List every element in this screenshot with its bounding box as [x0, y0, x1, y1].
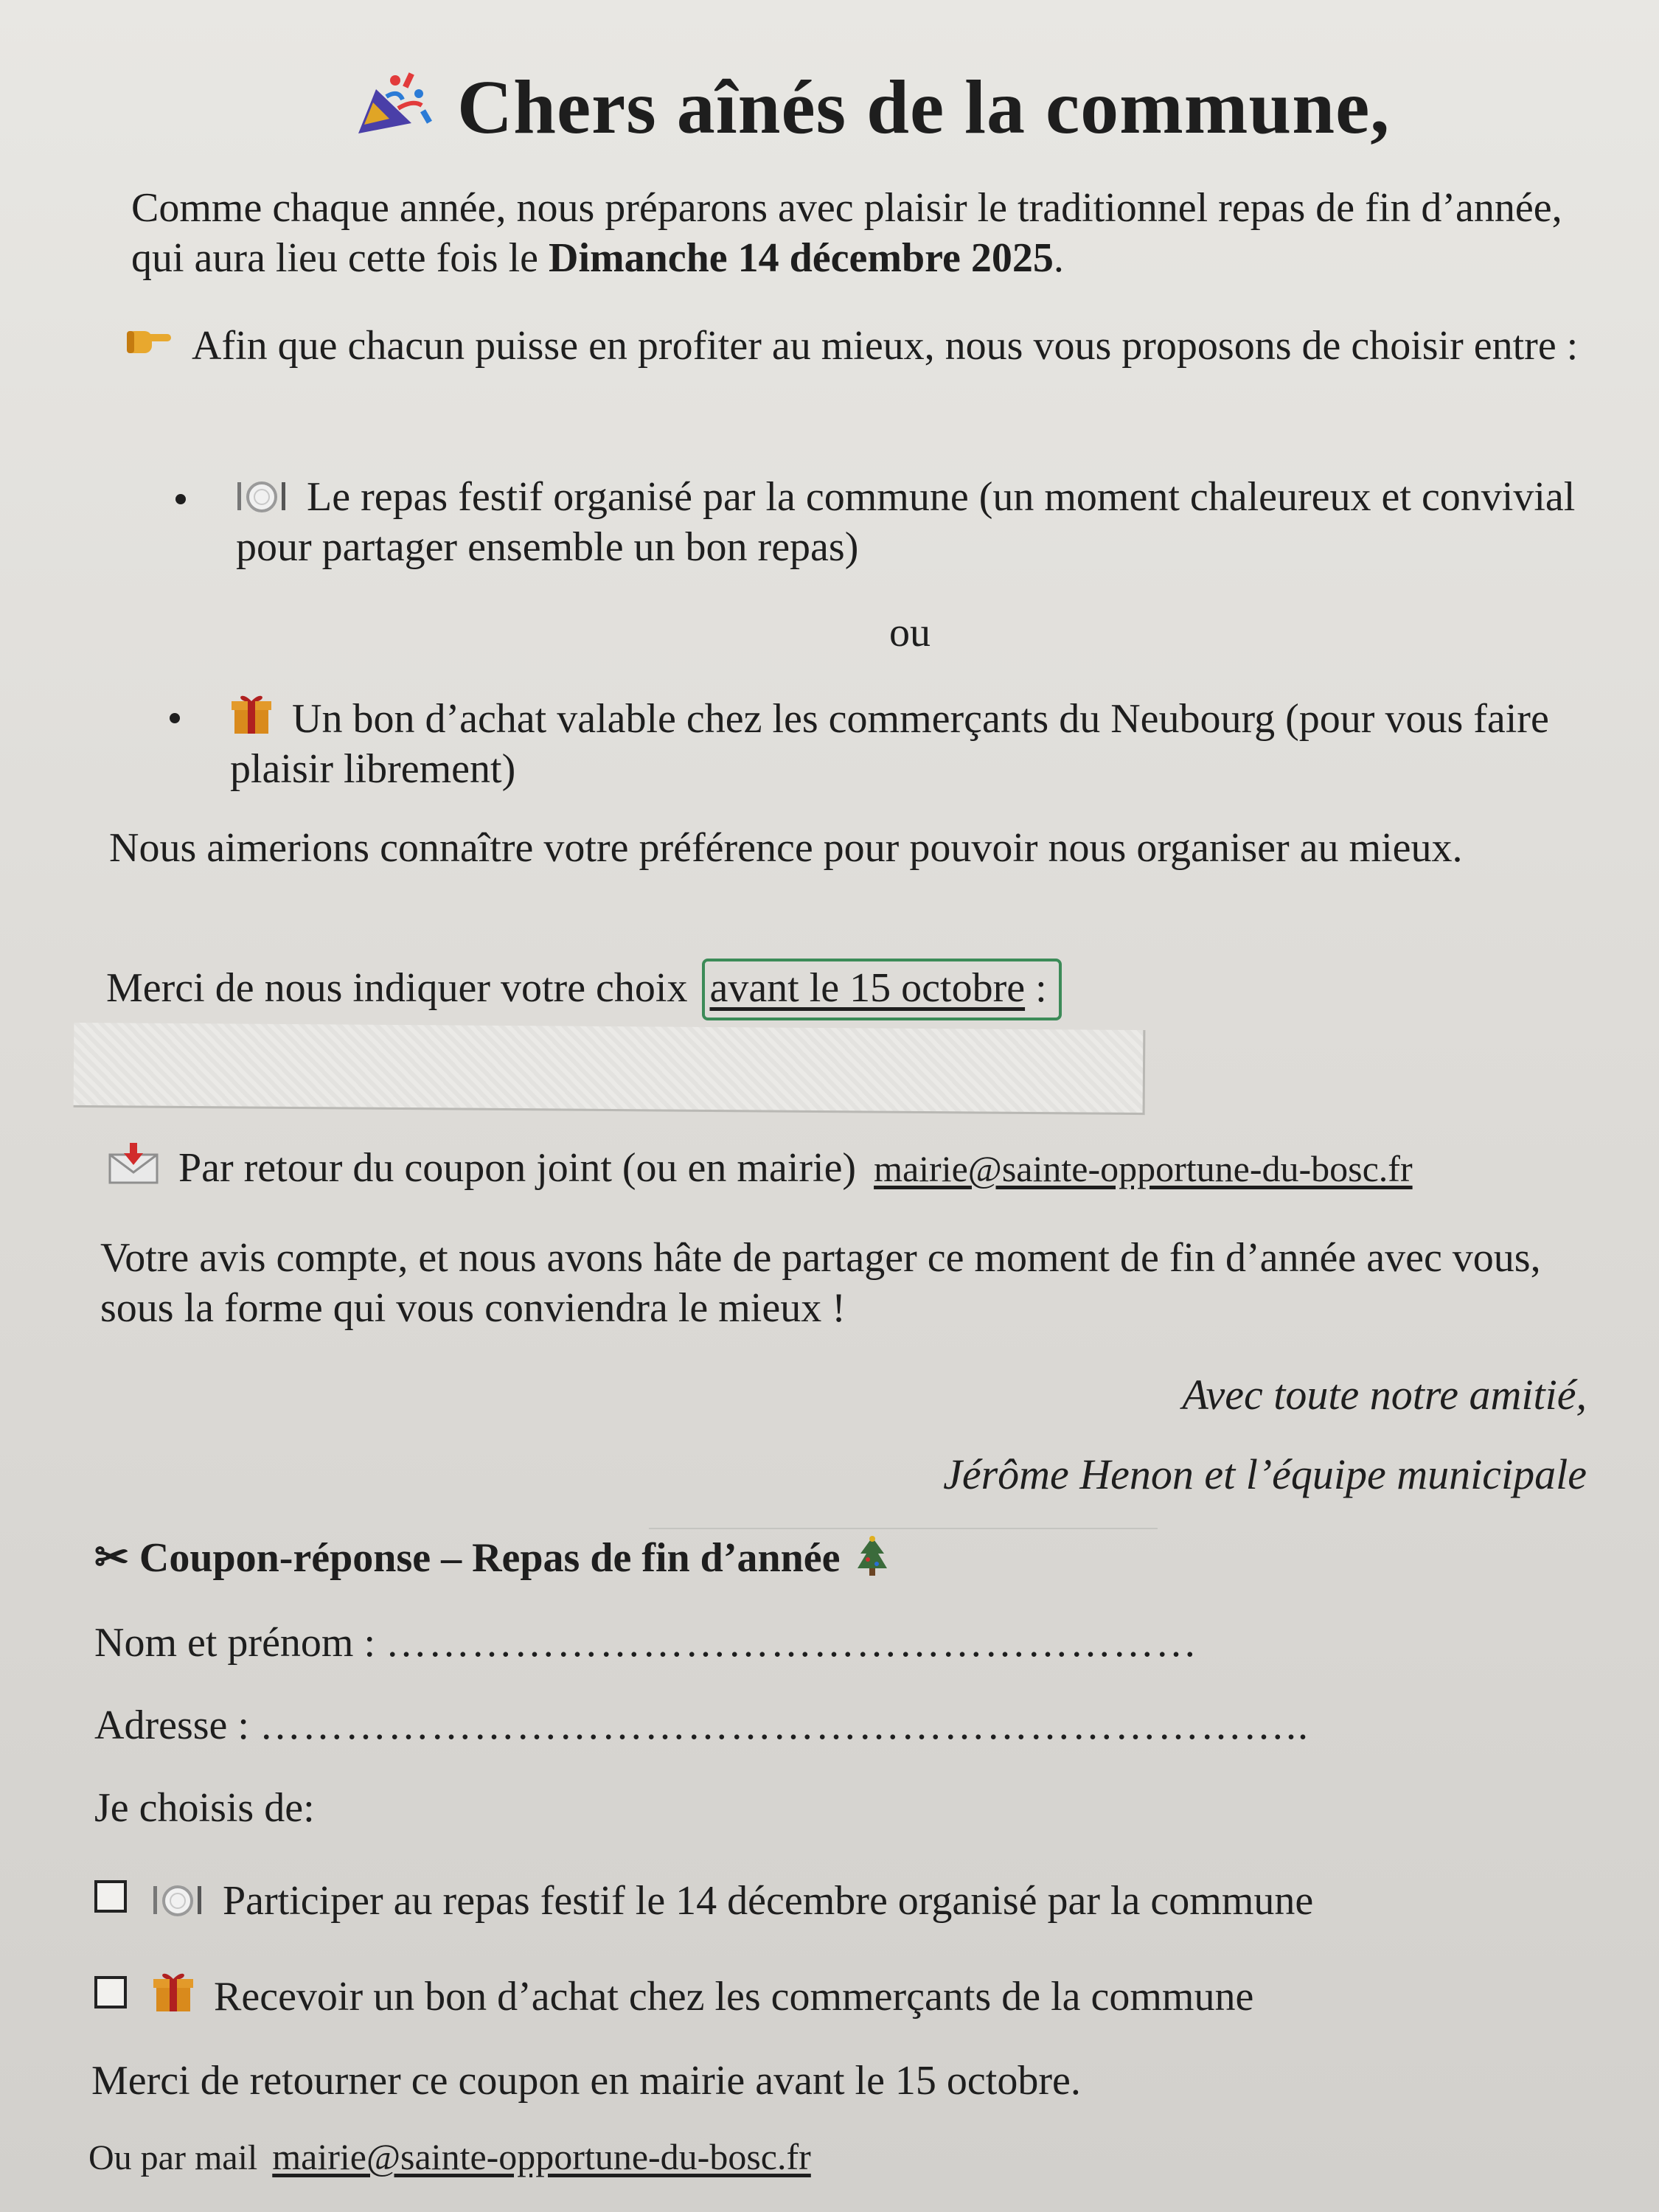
option-item-meal	[236, 472, 1585, 572]
separator-line	[649, 1528, 1158, 1529]
choice-intro-text: Afin que chacun puisse en profiter au mieux, nous vous proposons de choisir entre :	[192, 323, 1579, 369]
title-text: Chers aînés de la commune,	[457, 65, 1391, 150]
plate-cutlery-icon	[152, 1883, 204, 1917]
deadline-date: avant le 15 octobre	[709, 965, 1026, 1011]
envelope-arrow-icon	[108, 1143, 159, 1184]
name-dots: …………………………………………………	[386, 1620, 1199, 1666]
choice-meal-row	[94, 1877, 1313, 1924]
deadline-highlight-box	[702, 959, 1061, 1020]
option-voucher-text: Un bon d’achat valable chez les commerçants du Neubourg (pour vous faire plaisir librement)	[230, 696, 1549, 792]
choice-meal-text: Participer au repas festif le 14 décembre organisé par la commune	[223, 1878, 1314, 1924]
mail-prefix: Ou par mail	[88, 2138, 267, 2177]
gift-icon	[152, 1969, 195, 2013]
coupon-title-text: Coupon-réponse – Repas de fin d’année	[139, 1535, 841, 1581]
choice-voucher-row	[94, 1969, 1253, 2020]
bullet-dot	[175, 494, 186, 504]
choice-intro-paragraph	[124, 321, 1584, 371]
intro-period: .	[1053, 235, 1064, 281]
option-item-voucher	[230, 691, 1587, 794]
intro-paragraph	[131, 183, 1591, 283]
address-dots: ………………………………………………………………..	[259, 1703, 1310, 1748]
bullet-dot	[170, 713, 180, 723]
pointing-hand-icon	[124, 324, 173, 356]
erased-text-patch	[74, 1023, 1146, 1115]
option-meal-text: Le repas festif organisé par la commune (un moment chaleureux et convivial pour partager ensemble un bon repas)	[236, 474, 1576, 570]
deadline-paragraph	[106, 959, 1581, 1020]
christmas-tree-icon	[856, 1536, 888, 1577]
coupon-email-link[interactable]: mairie@sainte-opportune-du-bosc.fr	[272, 2136, 811, 2177]
scissors-icon: ✂	[94, 1535, 129, 1581]
event-date: Dimanche 14 décembre 2025	[549, 235, 1054, 281]
meal-checkbox[interactable]	[94, 1880, 127, 1913]
preference-paragraph: Nous aimerions connaître votre préférence pour pouvoir nous organiser au mieux.	[109, 825, 1463, 871]
name-field[interactable]	[94, 1619, 1198, 1666]
deadline-prefix: Merci de nous indiquer votre choix	[106, 965, 698, 1011]
party-popper-icon	[354, 67, 435, 137]
intro-text: Comme chaque année, nous préparons avec plaisir le traditionnel repas de fin d’année, qui aura lieu cette fois le	[131, 185, 1562, 281]
choice-voucher-text: Recevoir un bon d’achat chez les commerçants de la commune	[214, 1974, 1254, 2020]
closing-paragraph: Votre avis compte, et nous avons hâte de partager ce moment de fin d’année avec vous, sous la forme qui vous conviendra le mieux !	[100, 1235, 1541, 1331]
page-title	[354, 63, 1390, 151]
email-link[interactable]: mairie@sainte-opportune-du-bosc.fr	[874, 1148, 1413, 1189]
return-note: Merci de retourner ce coupon en mairie avant le 15 octobre.	[91, 2058, 1081, 2104]
signature-greeting: Avec toute notre amitié,	[1182, 1371, 1587, 1419]
plate-cutlery-icon	[236, 479, 288, 513]
deadline-suffix: :	[1025, 965, 1047, 1011]
coupon-title	[94, 1534, 888, 1582]
choose-label: Je choisis de:	[94, 1785, 315, 1831]
voucher-checkbox[interactable]	[94, 1976, 127, 2008]
address-label: Adresse :	[94, 1703, 260, 1748]
mail-note	[88, 2135, 811, 2178]
or-word: ou	[889, 610, 931, 655]
gift-icon	[230, 691, 273, 735]
signature-name: Jérôme Henon et l’équipe municipale	[943, 1450, 1587, 1498]
name-label: Nom et prénom :	[94, 1620, 386, 1666]
return-method-paragraph	[108, 1143, 1656, 1194]
address-field[interactable]	[94, 1702, 1310, 1749]
return-method-text: Par retour du coupon joint (ou en mairie)	[178, 1145, 867, 1191]
